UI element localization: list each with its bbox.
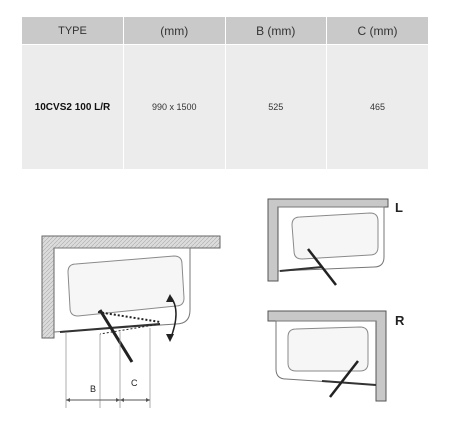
variant-label-r: R [395,313,405,328]
variant-label-l: L [395,200,403,215]
table-header-row [22,17,428,45]
left-variant-diagram [262,195,412,290]
header-type: TYPE [22,17,124,45]
main-installation-diagram [30,228,230,418]
header-size: (mm) [124,17,226,45]
bathtub-basin [292,213,378,259]
cell-b: 525 [225,45,327,170]
screen-rail [322,381,376,385]
cell-size: 990 x 1500 [124,45,226,170]
spec-table [22,17,428,169]
header-b: B (mm) [225,17,327,45]
cell-type: 10CVS2 100 L/R [22,45,124,170]
bathtub-basin [68,256,184,316]
header-c: C (mm) [327,17,429,45]
dimension-b-label: B [90,384,97,394]
table-row [22,45,428,170]
dimension-c-label: C [131,378,138,388]
right-variant-diagram [262,305,412,405]
swing-panel [100,310,132,362]
cell-c: 465 [327,45,429,170]
